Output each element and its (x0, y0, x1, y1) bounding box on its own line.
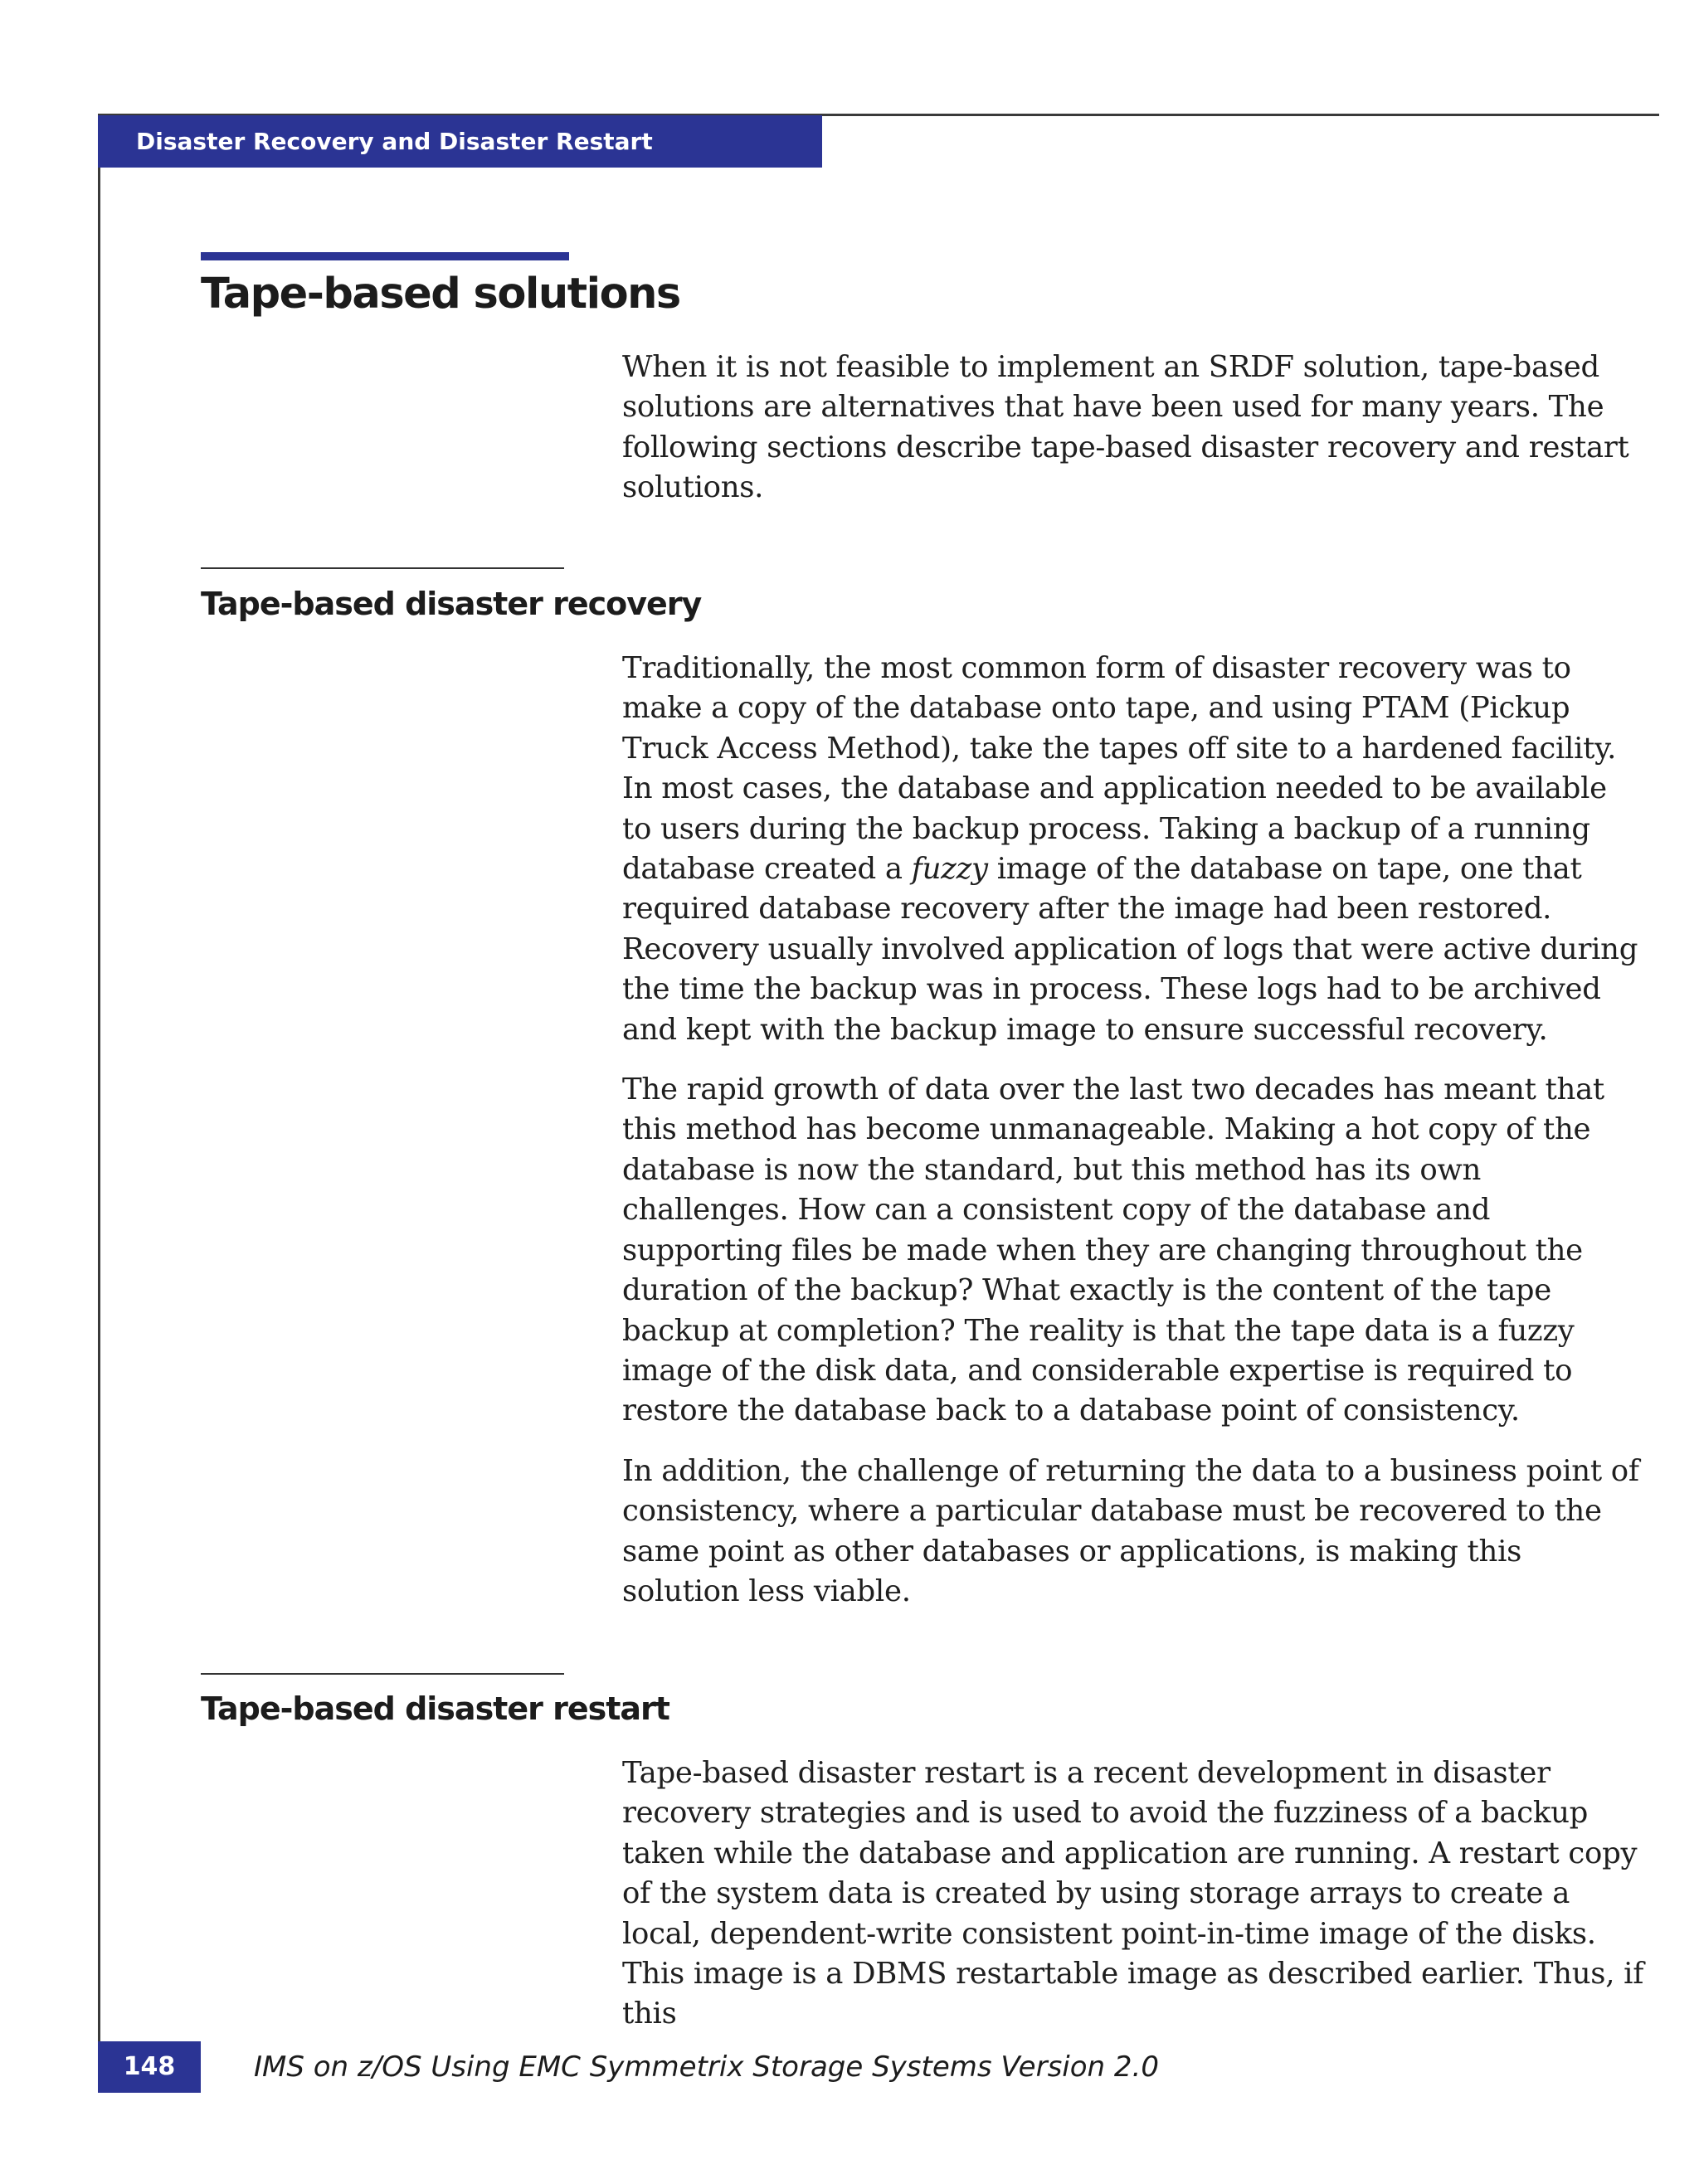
restart-text-block (622, 1754, 1644, 2055)
recovery-p1-end: image of the database on tape, one that required database recovery after the image had been restored. Recovery usually involved application of logs that were active during the time the backup was in process. These logs had to be archived and kept with the backup image to ensure successful recovery. (622, 852, 1638, 1047)
recovery-heading: Tape-based disaster recovery (201, 586, 702, 622)
intro-text-block (622, 348, 1644, 528)
chapter-header (98, 115, 822, 168)
restart-paragraph-1: Tape-based disaster restart is a recent development in disaster recovery strategies and is used to avoid the fuzziness of a backup taken while the database and application are running. A restart copy of the system data is created by using storage arrays to create a local, dependent-write consistent point-in-time image of the disks. This image is a DBMS restartable image as described earlier. Thus, if this (622, 1756, 1644, 2031)
restart-rule (201, 1673, 564, 1675)
restart-heading: Tape-based disaster restart (201, 1690, 669, 1727)
chapter-title: Disaster Recovery and Disaster Restart (136, 128, 653, 155)
section-title: Tape-based solutions (201, 270, 680, 319)
page-number: 148 (123, 2052, 176, 2081)
recovery-rule (201, 567, 564, 569)
intro-paragraph: When it is not feasible to implement an SRDF solution, tape-based solutions are alternatives that have been used for many years. The following sections describe tape-based disaster recovery and restart solutions. (622, 350, 1629, 505)
recovery-text-block (622, 649, 1644, 1632)
left-margin-rule (98, 114, 100, 2093)
recovery-p1-start: Traditionally, the most common form of disaster recovery was to make a copy of the database onto tape, and using PTAM (Pickup Truck Access Method), take the tapes off site to a hardened facility. In most cases, the database and application needed to be available to users during the backup process. Taking a backup of a running database created a (622, 651, 1617, 887)
book-title: IMS on z/OS Using EMC Symmetrix Storage Systems Version 2.0 (254, 2050, 1159, 2084)
recovery-p1-emphasis: fuzzy (911, 852, 988, 887)
page-number-badge (98, 2041, 201, 2093)
recovery-paragraph-1 (622, 649, 1644, 1050)
section-accent-bar (201, 252, 569, 260)
recovery-paragraph-2: The rapid growth of data over the last two decades has meant that this method has become unmanageable. Making a hot copy of the database is now the standard, but this method has its own challenges. How can a consistent copy of the database and supporting files be made when they are changing throughout the duration of the backup? What exactly is the content of the tape backup at completion? The reality is that the tape data is a fuzzy image of the disk data, and considerable expertise is required to restore the database back to a database point of consistency. (622, 1073, 1604, 1428)
recovery-paragraph-3: In addition, the challenge of returning the data to a business point of consistency, where a particular database must be recovered to the same point as other databases or applications, is making this solution less viable. (622, 1453, 1639, 1608)
